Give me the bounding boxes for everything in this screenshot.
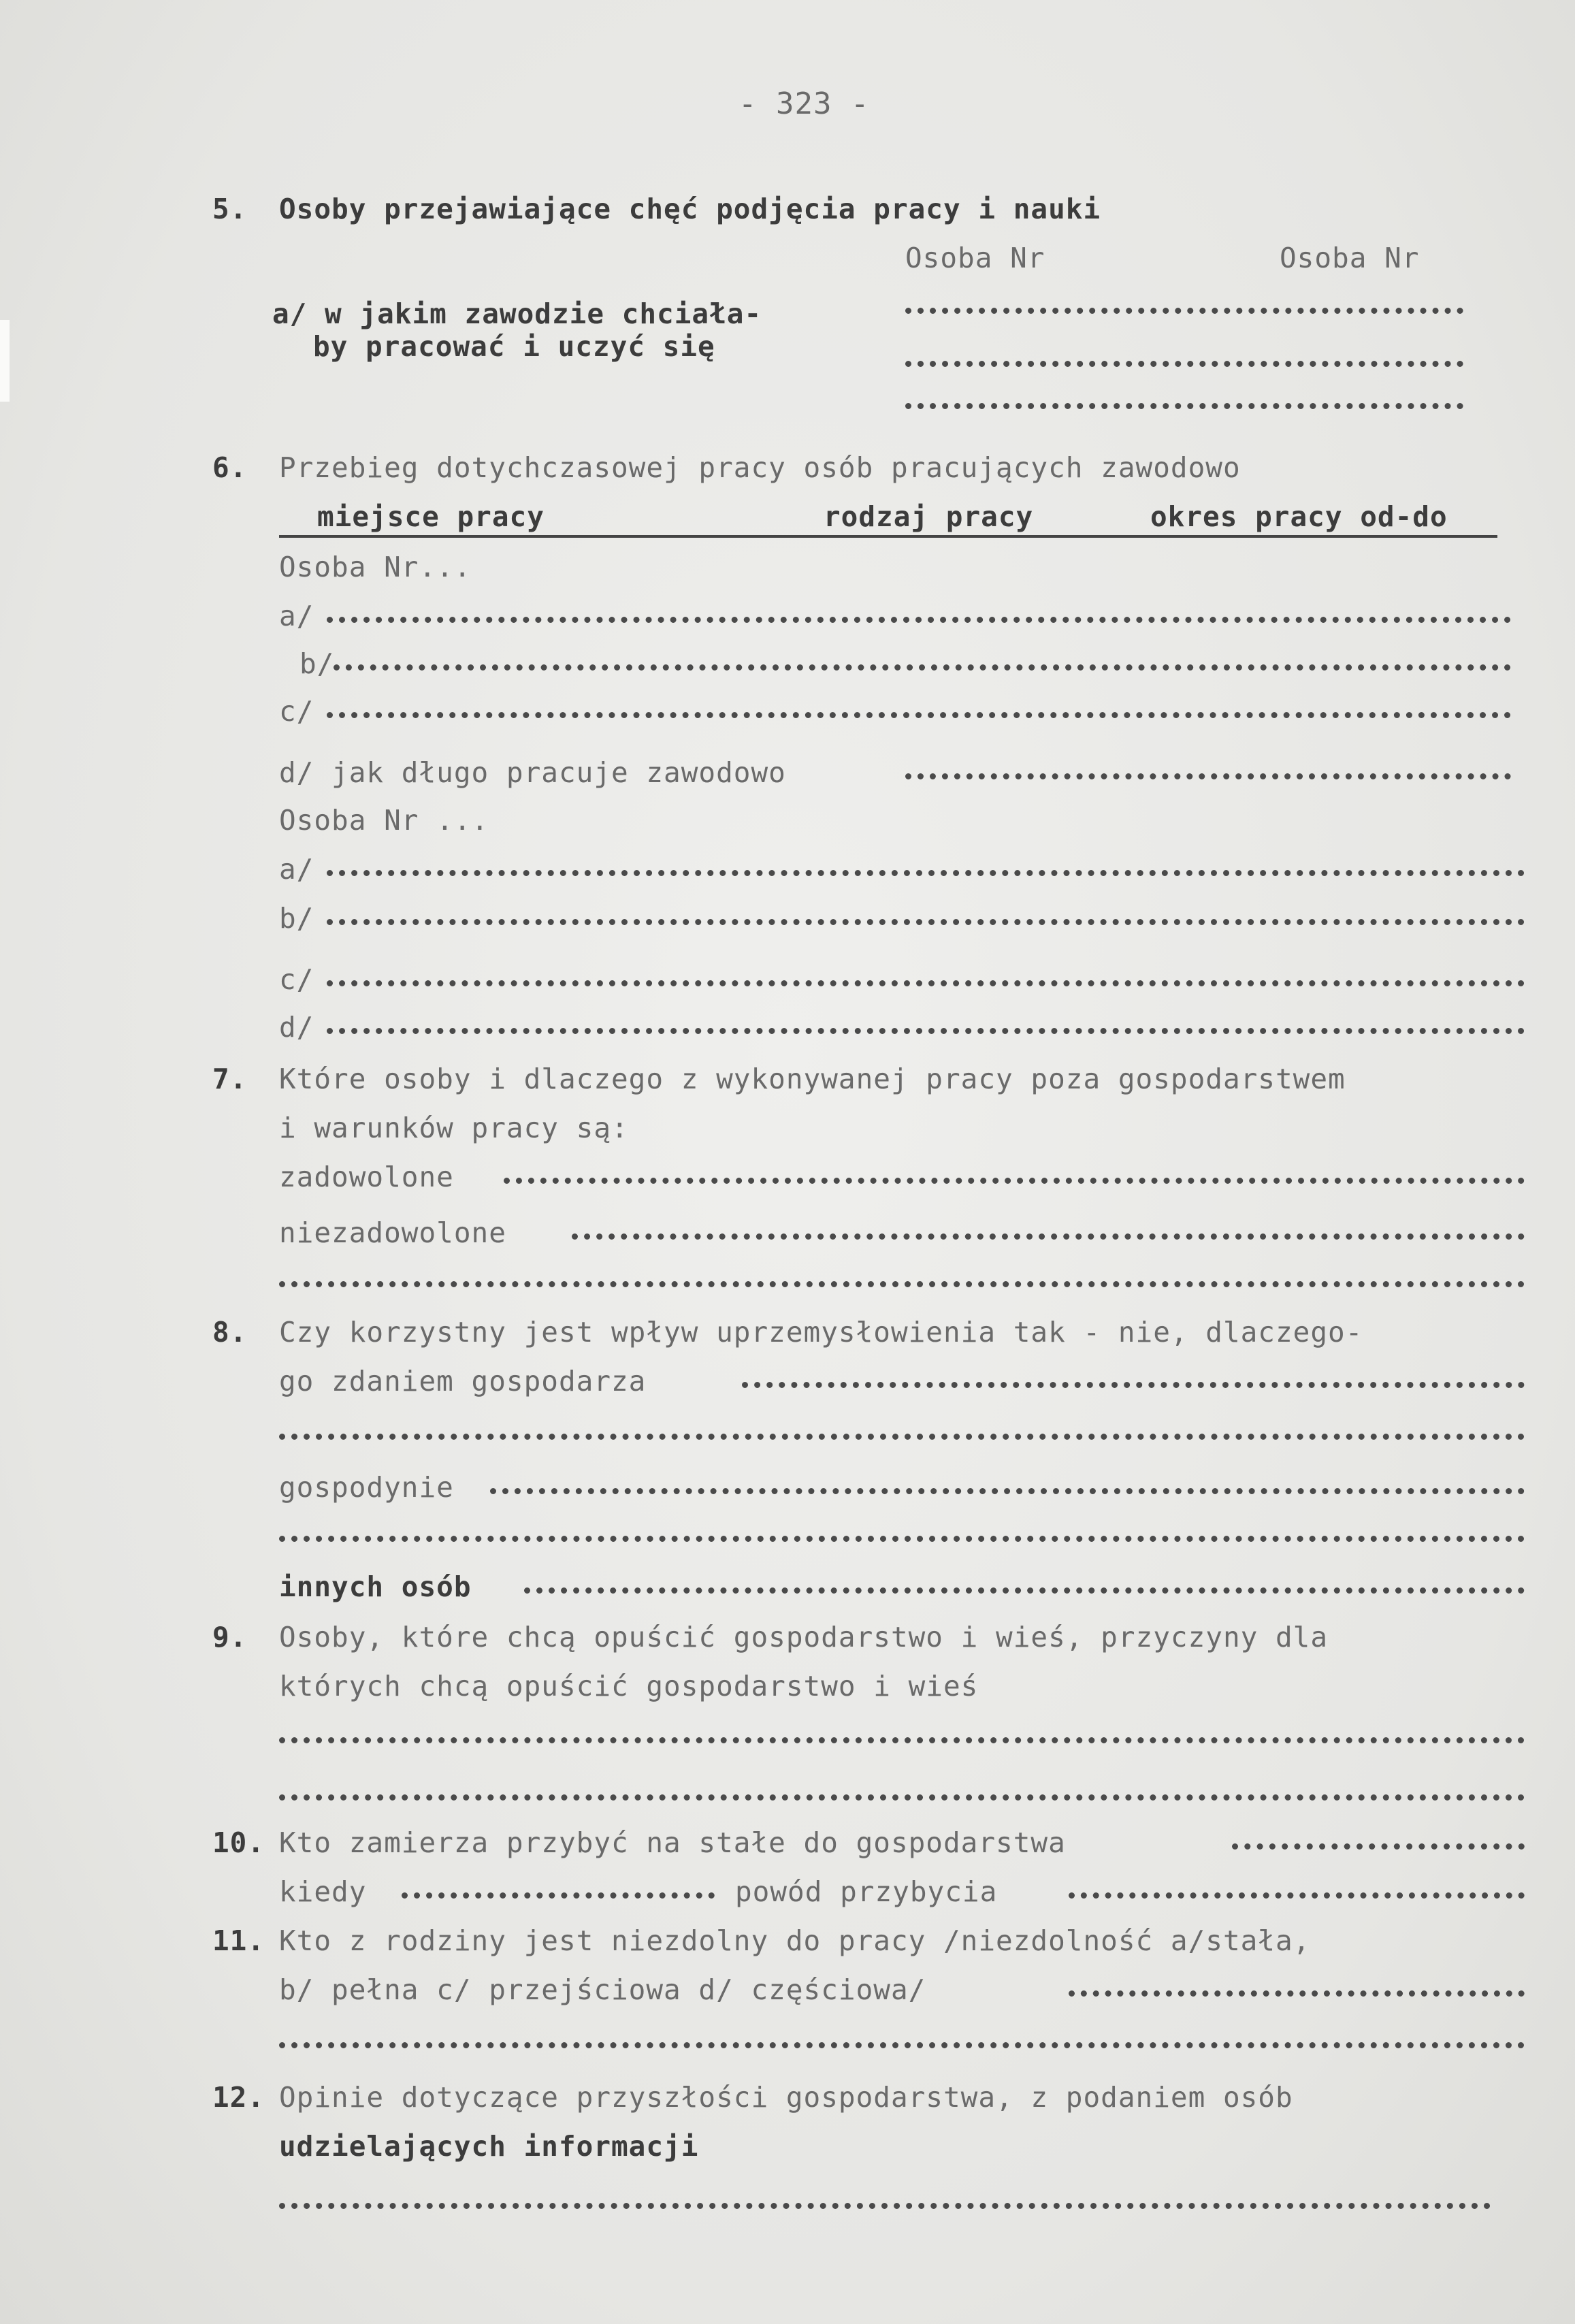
q11-line2: b/ pełna c/ przejściowa d/ częściowa/ <box>279 1973 926 2006</box>
q12-line2: udzielających informacji <box>279 2130 699 2163</box>
q6-text: Przebieg dotychczasowej pracy osób pracujących zawodowo <box>279 451 1241 484</box>
q6-p1-c-line[interactable] <box>327 712 1511 718</box>
q6-person1-label: Osoba Nr... <box>279 551 472 583</box>
q8-host-line-1[interactable] <box>742 1382 1525 1388</box>
q6-p1-c-label: c/ <box>279 695 314 728</box>
q7-unsatisfied-line[interactable] <box>572 1233 1525 1240</box>
q6-p2-d-line[interactable] <box>327 1028 1525 1034</box>
q6-header-underline <box>279 535 1497 538</box>
q6-p1-d-label: d/ jak długo pracuje zawodowo <box>279 756 786 789</box>
q5-answer-line-3[interactable] <box>905 403 1463 409</box>
q6-p2-a-line[interactable] <box>327 870 1525 876</box>
q12-number: 12. <box>212 2081 265 2114</box>
q6-header-workplace: miejsce pracy <box>317 500 545 533</box>
q7-satisfied-label: zadowolone <box>279 1161 454 1193</box>
q6-number: 6. <box>212 451 248 484</box>
q5-col1-header: Osoba Nr <box>905 242 1045 274</box>
q12-line1: Opinie dotyczące przyszłości gospodarstwa, z podaniem osób <box>279 2081 1293 2114</box>
q8-line1: Czy korzystny jest wpływ uprzemysłowienia tak - nie, dlaczego- <box>279 1316 1363 1349</box>
q6-p1-a-line[interactable] <box>327 617 1511 623</box>
q11-number: 11. <box>212 1924 265 1957</box>
q9-answer-line-1[interactable] <box>279 1737 1525 1743</box>
q7-line2: i warunków pracy są: <box>279 1112 629 1144</box>
q6-p2-d-label: d/ <box>279 1011 314 1044</box>
q8-number: 8. <box>212 1316 248 1349</box>
q9-line1: Osoby, które chcą opuścić gospodarstwo i wieś, przyczyny dla <box>279 1621 1329 1653</box>
q11-answer-line-2[interactable] <box>279 2042 1525 2048</box>
q10-reason-line[interactable] <box>1069 1892 1525 1899</box>
scan-edge <box>0 320 10 402</box>
q10-when-line[interactable] <box>402 1892 715 1899</box>
q5-col2-header: Osoba Nr <box>1280 242 1420 274</box>
q6-p2-a-label: a/ <box>279 853 314 886</box>
q8-line2: go zdaniem gospodarza <box>279 1365 647 1398</box>
q6-header-work-period: okres pracy od-do <box>1150 500 1448 533</box>
q5-sub-a-line2: by pracować i uczyć się <box>313 330 715 363</box>
q10-who-line[interactable] <box>1232 1843 1525 1850</box>
q5-sub-a-line1: a/ w jakim zawodzie chciała- <box>272 297 762 330</box>
q7-unsatisfied-label: niezadowolone <box>279 1216 506 1249</box>
q8-others-line[interactable] <box>524 1587 1525 1594</box>
q7-line1: Które osoby i dlaczego z wykonywanej pracy poza gospodarstwem <box>279 1063 1346 1095</box>
q6-person2-label: Osoba Nr ... <box>279 804 489 837</box>
q5-text: Osoby przejawiające chęć podjęcia pracy i nauki <box>279 193 1101 225</box>
q9-number: 9. <box>212 1621 248 1653</box>
q11-line1: Kto z rodziny jest niezdolny do pracy /niezdolność a/stała, <box>279 1924 1311 1957</box>
q6-p1-b-line[interactable] <box>334 664 1511 671</box>
q6-p2-b-line[interactable] <box>327 919 1525 925</box>
q8-housewife-line-2[interactable] <box>279 1536 1525 1542</box>
q12-answer-line[interactable] <box>279 2203 1491 2209</box>
q7-extra-line[interactable] <box>279 1281 1525 1287</box>
q10-reason-label: powód przybycia <box>735 1875 998 1908</box>
q6-p1-b-label: b/ <box>299 647 335 680</box>
q10-when-label: kiedy <box>279 1875 367 1908</box>
q9-line2: których chcą opuścić gospodarstwo i wieś <box>279 1670 979 1702</box>
q10-number: 10. <box>212 1826 265 1859</box>
q8-housewife-line[interactable] <box>490 1488 1525 1494</box>
q7-number: 7. <box>212 1063 248 1095</box>
q5-number: 5. <box>212 193 248 225</box>
q6-header-work-type: rodzaj pracy <box>824 500 1034 533</box>
q7-satisfied-line[interactable] <box>504 1178 1525 1184</box>
q5-answer-line-1[interactable] <box>905 308 1463 314</box>
q8-others-label: innych osób <box>279 1570 472 1603</box>
q8-housewife-label: gospodynie <box>279 1471 454 1504</box>
q10-line1: Kto zamierza przybyć na stałe do gospodarstwa <box>279 1826 1066 1859</box>
q6-p1-a-label: a/ <box>279 600 314 632</box>
q6-p1-d-line[interactable] <box>905 773 1511 779</box>
q6-p2-b-label: b/ <box>279 902 314 935</box>
q6-p2-c-label: c/ <box>279 963 314 996</box>
q11-answer-line-1[interactable] <box>1069 1990 1525 1997</box>
q5-answer-line-2[interactable] <box>905 361 1463 367</box>
q8-host-line-2[interactable] <box>279 1434 1525 1440</box>
page-number: - 323 - <box>738 86 870 121</box>
q6-p2-c-line[interactable] <box>327 980 1525 986</box>
q9-answer-line-2[interactable] <box>279 1794 1525 1801</box>
